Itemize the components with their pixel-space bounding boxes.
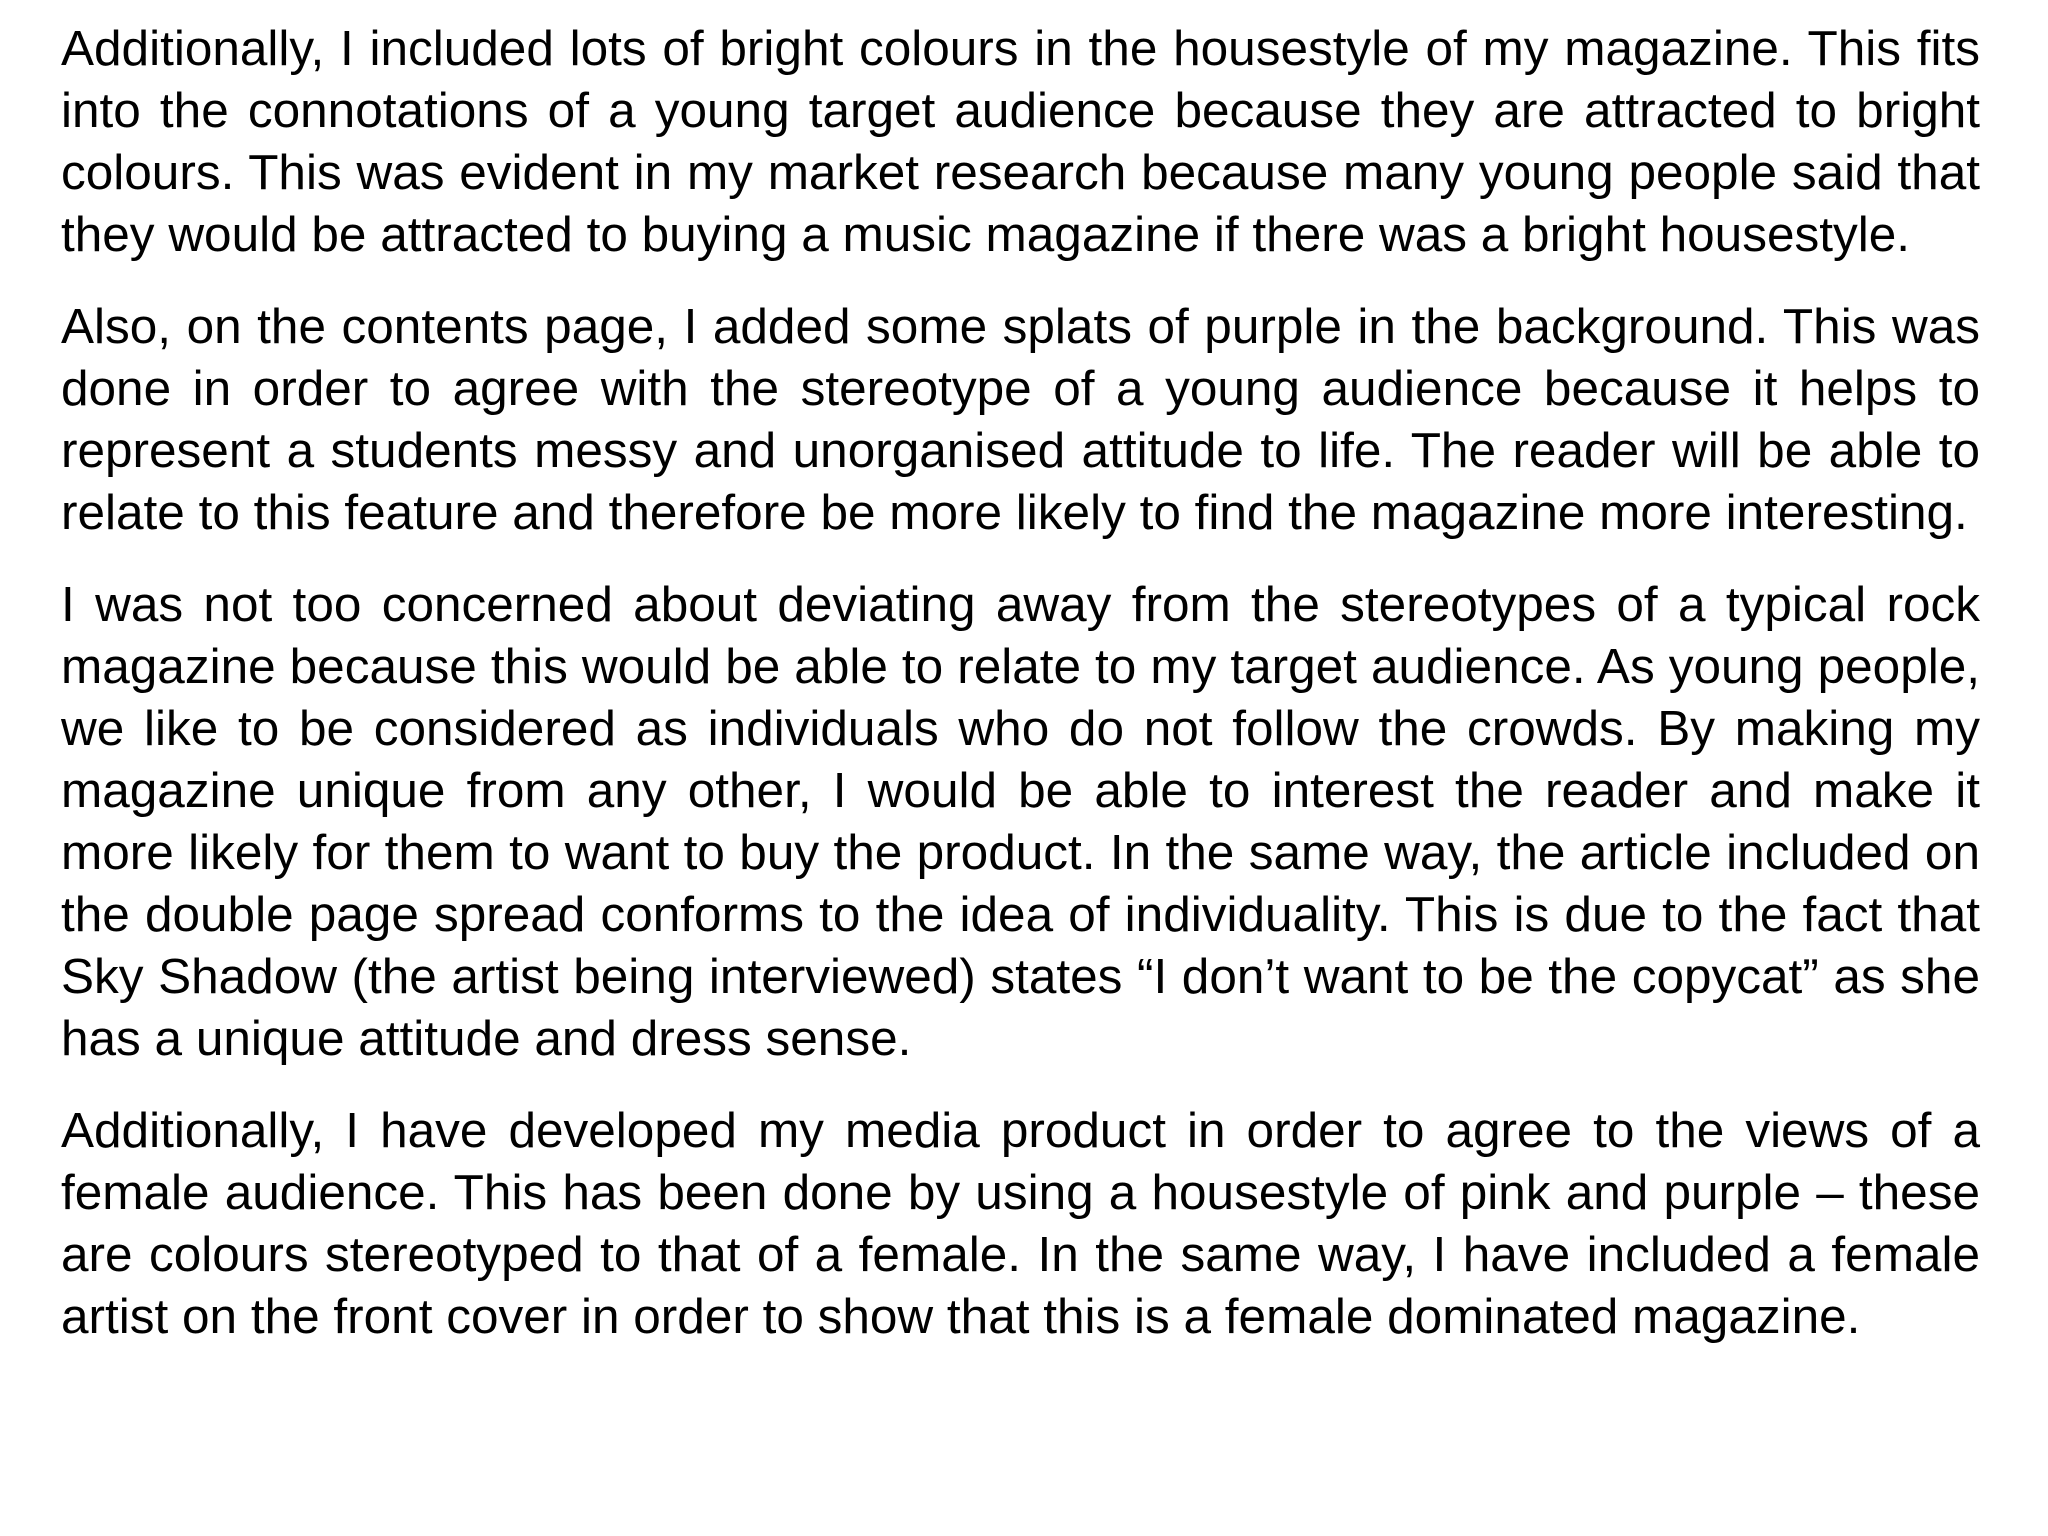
paragraph-bright-colours: Additionally, I included lots of bright colours in the housestyle of my magazine. This fits into the connotations of a young target audience because they are attracted to bright colours. This was evident in my market research because many young people said that they would be attracted to buying a music magazine if there was a bright housestyle. (61, 21, 1980, 262)
document-body (61, 18, 1980, 1348)
paragraph-contents-page: Also, on the contents page, I added some splats of purple in the background. This was done in order to agree with the stereotype of a young audience because it helps to represent a students messy and unorganised attitude to life. The reader will be able to relate to this feature and therefore be more likely to find the magazine more interesting. (61, 299, 1980, 540)
paragraph-female-audience: Additionally, I have developed my media product in order to agree to the views of a female audience. This has been done by using a housestyle of pink and purple – these are colours stereotyped to that of a female. In the same way, I have included a female artist on the front cover in order to show that this is a female dominated magazine. (61, 1103, 1980, 1344)
paragraph-stereotypes: I was not too concerned about deviating away from the stereotypes of a typical rock magazine because this would be able to relate to my target audience. As young people, we like to be considered as individuals who do not follow the crowds. By making my magazine unique from any other, I would be able to interest the reader and make it more likely for them to want to buy the product. In the same way, the article included on the double page spread conforms to the idea of individuality. This is due to the fact that Sky Shadow (the artist being interviewed) states “I don’t want to be the copycat” as she has a unique attitude and dress sense. (61, 577, 1980, 1066)
